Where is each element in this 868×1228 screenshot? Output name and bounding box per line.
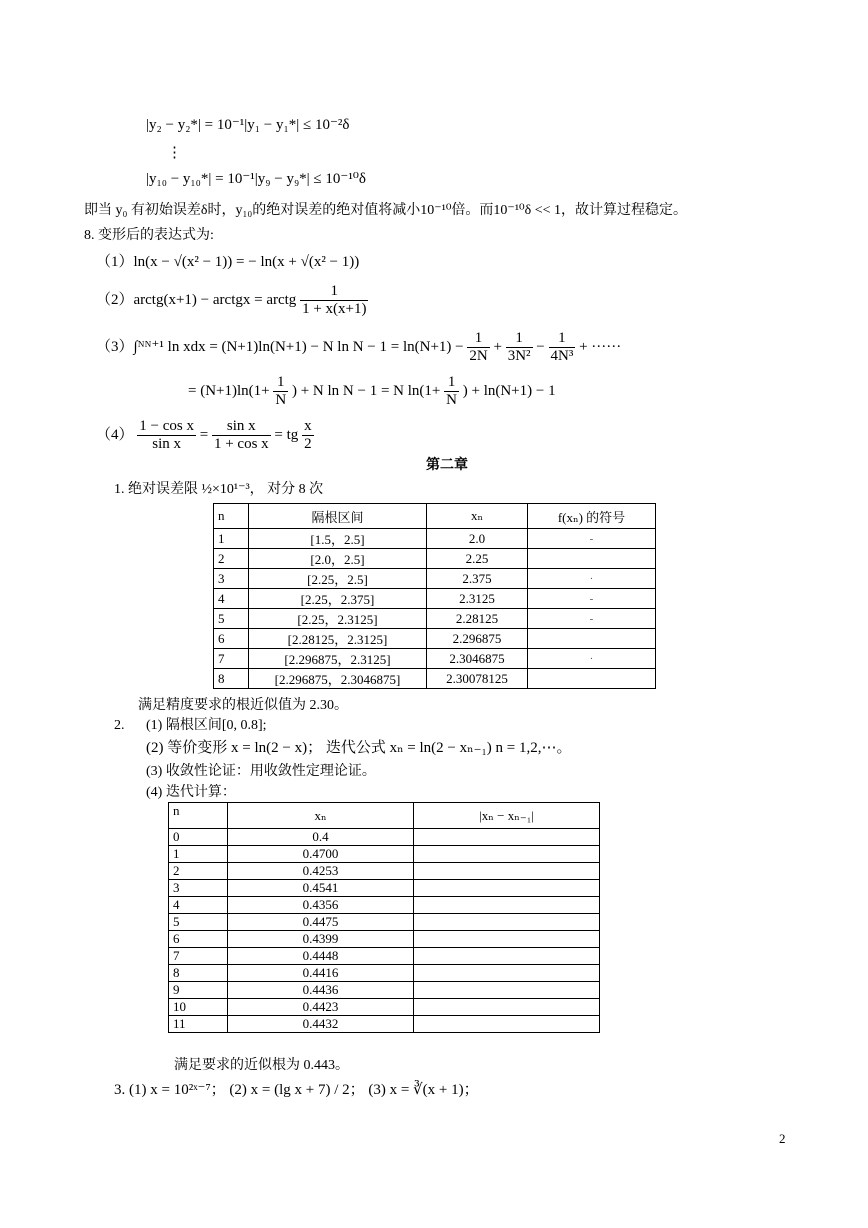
cell-n: 10	[169, 999, 228, 1016]
cell-diff	[414, 931, 600, 948]
problem1-result: 满足精度要求的根近似值为 2.30。	[138, 698, 348, 713]
header-interval: 隔根区间	[249, 504, 427, 529]
cell-n: 6	[169, 931, 228, 948]
cell-n: 2	[214, 549, 249, 569]
cell-interval: [2.296875，2.3125]	[249, 649, 427, 669]
q8-item3-term1	[467, 330, 489, 366]
cell-xn: 2.3046875	[427, 649, 528, 669]
header-n: n	[214, 504, 249, 529]
cell-sign	[528, 629, 656, 649]
table-row	[214, 609, 656, 629]
q8-item4-frac2-den: 1 + cos x	[213, 436, 269, 453]
cell-n: 3	[169, 880, 228, 897]
q8-item4-frac3	[302, 418, 314, 454]
cell-n: 6	[214, 629, 249, 649]
table-row	[169, 914, 600, 931]
cell-xn: 0.4253	[228, 863, 414, 880]
q8-item3-term3-den: 4N³	[550, 348, 574, 365]
q8-item3-line2-a: = (N+1)ln(1+	[188, 383, 270, 400]
problem2-step2: (2) 等价变形 x = ln(2 − x)； 迭代公式 xₙ = ln(2 − xₙ₋₁) n = 1,2,⋯。	[146, 740, 572, 756]
cell-diff	[414, 914, 600, 931]
q8-item3-term1-den: 2N	[469, 348, 488, 365]
stability-conclusion: 即当 y₀ 有初始误差δ时，y₁₀的绝对误差的绝对值将减小10⁻¹⁰倍。而10⁻¹⁰δ << 1，故计算过程稳定。	[84, 203, 688, 218]
cell-n: 1	[214, 529, 249, 549]
header-sign: f(xₙ) 的符号	[528, 504, 656, 529]
cell-n: 4	[214, 589, 249, 609]
cell-xn: 2.0	[427, 529, 528, 549]
q8-item3: （3）∫ᴺᴺ⁺¹ ln xdx = (N+1)ln(N+1) − N ln N − 1 = ln(N+1) − $\frac{1}{2N}$ + $\frac{1}{\text{3N²}}$ − $\frac{1}{\text{4N³}}$ + ······	[96, 330, 622, 365]
q8-item3-term1-num: 1	[467, 330, 489, 348]
q8-item3-prefix: （3）∫ᴺᴺ⁺¹ ln xdx = (N+1)ln(N+1) − N ln N − 1 = ln(N+1) −	[96, 339, 464, 356]
table-row	[169, 829, 600, 846]
cell-xn: 2.375	[427, 569, 528, 589]
cell-xn: 0.4356	[228, 897, 414, 914]
problem1-text: 1. 绝对误差限 ½×10¹⁻³， 对分 8 次	[114, 482, 324, 497]
header-diff: |xₙ − xₙ₋₁|	[414, 803, 600, 829]
q8-item1: （1）ln(x − √(x² − 1)) = − ln(x + √(x² − 1))	[96, 254, 360, 270]
cell-diff	[414, 897, 600, 914]
cell-n: 0	[169, 829, 228, 846]
q8-heading: 8. 变形后的表达式为:	[84, 228, 214, 243]
cell-xn: 0.4399	[228, 931, 414, 948]
q8-item4: （4） $\frac{\text{1 − cos x}}{\text{sin x}}$ = $\frac{\text{sin x}}{\text{1 + cos x}}$ = tg $\frac{x}{2}$	[96, 418, 312, 453]
cell-xn: 0.4436	[228, 982, 414, 999]
cell-xn: 2.30078125	[427, 669, 528, 689]
vertical-ellipsis: ⋮	[167, 145, 182, 161]
q8-item4-frac3-den: 2	[304, 436, 312, 453]
cell-sign	[528, 669, 656, 689]
table-row	[214, 669, 656, 689]
table-row	[169, 931, 600, 948]
q8-item4-frac3-num: x	[302, 418, 314, 436]
page-number: 2	[779, 1131, 786, 1146]
equation-y10: |y₁₀ − y₁₀*| = 10⁻¹|y₉ − y₉*| ≤ 10⁻¹⁰δ	[146, 171, 366, 187]
cell-n: 8	[169, 965, 228, 982]
q8-item2	[96, 283, 368, 319]
bisection-table	[213, 503, 656, 689]
q8-item4-frac2	[212, 418, 271, 454]
cell-xn: 0.4541	[228, 880, 414, 897]
table-row	[214, 549, 656, 569]
q8-item3-tail: + ······	[579, 339, 622, 356]
cell-xn: 2.3125	[427, 589, 528, 609]
table-row	[214, 649, 656, 669]
table-row	[214, 529, 656, 549]
q8-item2-fraction	[300, 283, 368, 319]
q8-item4-eq: = tg	[274, 427, 299, 444]
table-row	[214, 629, 656, 649]
q8-item3-line2-c: ) + ln(N+1) − 1	[462, 383, 556, 400]
table-row	[169, 999, 600, 1016]
cell-n: 8	[214, 669, 249, 689]
table-row	[169, 897, 600, 914]
q8-item3-line2-num1: 1	[273, 374, 288, 392]
cell-xn: 2.28125	[427, 609, 528, 629]
q8-item2-prefix: （2）arctg(x+1) − arctgx = arctg	[96, 292, 297, 309]
cell-interval: [2.0，2.5]	[249, 549, 427, 569]
table-row	[169, 982, 600, 999]
table-header-row	[169, 803, 600, 829]
cell-interval: [1.5，2.5]	[249, 529, 427, 549]
table-row	[169, 1016, 600, 1033]
cell-diff	[414, 846, 600, 863]
cell-interval: [2.296875，2.3046875]	[249, 669, 427, 689]
q8-item3-line2-frac1	[273, 374, 288, 410]
cell-n: 1	[169, 846, 228, 863]
problem2-step3: (3) 收敛性论证：用收敛性定理论证。	[146, 764, 376, 779]
q8-item4-frac1-den: sin x	[152, 436, 181, 453]
q8-item2-num: 1	[300, 283, 368, 301]
cell-sign: -	[528, 529, 656, 549]
cell-interval: [2.25，2.375]	[249, 589, 427, 609]
table-row	[214, 569, 656, 589]
table-row	[169, 965, 600, 982]
table-row	[169, 846, 600, 863]
problem2-step1: (1) 隔根区间[0, 0.8];	[146, 718, 267, 733]
table-row	[169, 863, 600, 880]
cell-xn: 0.4448	[228, 948, 414, 965]
cell-sign: ·	[528, 649, 656, 669]
cell-diff	[414, 829, 600, 846]
cell-sign	[528, 549, 656, 569]
cell-n: 7	[214, 649, 249, 669]
cell-n: 4	[169, 897, 228, 914]
cell-diff	[414, 965, 600, 982]
q8-item3-line2-b: ) + N ln N − 1 = N ln(1+	[291, 383, 441, 400]
cell-diff	[414, 999, 600, 1016]
iteration-table	[168, 802, 600, 1033]
cell-sign: ·	[528, 569, 656, 589]
q8-item4-frac1-num: 1 − cos x	[137, 418, 196, 436]
table-header-row	[214, 504, 656, 529]
cell-xn: 2.296875	[427, 629, 528, 649]
cell-xn: 0.4700	[228, 846, 414, 863]
q8-item3-line2-frac2	[444, 374, 459, 410]
cell-n: 3	[214, 569, 249, 589]
q8-item4-label: （4）	[96, 427, 134, 444]
cell-interval: [2.28125，2.3125]	[249, 629, 427, 649]
q8-item3-term3-num: 1	[549, 330, 576, 348]
cell-n: 5	[169, 914, 228, 931]
q8-item3-term2	[506, 330, 533, 366]
cell-diff	[414, 982, 600, 999]
q8-item4-frac1	[137, 418, 196, 454]
q8-item2-den: 1 + x(x+1)	[302, 301, 367, 318]
q8-item3-line2	[188, 374, 556, 410]
q8-item3-term2-den: 3N²	[507, 348, 531, 365]
cell-sign: -	[528, 589, 656, 609]
q8-item3-term2-num: 1	[506, 330, 533, 348]
cell-n: 11	[169, 1016, 228, 1033]
cell-n: 7	[169, 948, 228, 965]
q8-item4-frac2-num: sin x	[212, 418, 271, 436]
table-row	[169, 880, 600, 897]
chapter-title: 第二章	[426, 458, 468, 473]
q8-item3-line2-den1: N	[275, 392, 287, 409]
problem2-step4: (4) 迭代计算：	[146, 785, 236, 800]
header-n: n	[169, 803, 228, 829]
header-xn: xₙ	[427, 504, 528, 529]
cell-xn: 0.4	[228, 829, 414, 846]
cell-xn: 2.25	[427, 549, 528, 569]
q8-item3-term3	[549, 330, 576, 366]
cell-diff	[414, 880, 600, 897]
problem3-text: 3. (1) x = 10²ˣ⁻⁷； (2) x = (lg x + 7) / 2； (3) x = ∛(x + 1)；	[114, 1082, 479, 1098]
q8-item3-line2-den2: N	[446, 392, 457, 409]
problem2-result: 满足要求的近似根为 0.443。	[174, 1058, 349, 1073]
cell-diff	[414, 1016, 600, 1033]
cell-diff	[414, 863, 600, 880]
q8-item3-line2-num2: 1	[444, 374, 459, 392]
cell-n: 5	[214, 609, 249, 629]
equation-y2: |y₂ − y₂*| = 10⁻¹|y₁ − y₁*| ≤ 10⁻²δ	[146, 117, 350, 133]
cell-n: 2	[169, 863, 228, 880]
cell-xn: 0.4416	[228, 965, 414, 982]
header-xn: xₙ	[228, 803, 414, 829]
cell-sign: -	[528, 609, 656, 629]
cell-xn: 0.4432	[228, 1016, 414, 1033]
problem2-label: 2.	[114, 718, 125, 733]
cell-diff	[414, 948, 600, 965]
cell-interval: [2.25，2.3125]	[249, 609, 427, 629]
table-row	[169, 948, 600, 965]
cell-interval: [2.25，2.5]	[249, 569, 427, 589]
cell-xn: 0.4423	[228, 999, 414, 1016]
cell-n: 9	[169, 982, 228, 999]
table-row	[214, 589, 656, 609]
cell-xn: 0.4475	[228, 914, 414, 931]
